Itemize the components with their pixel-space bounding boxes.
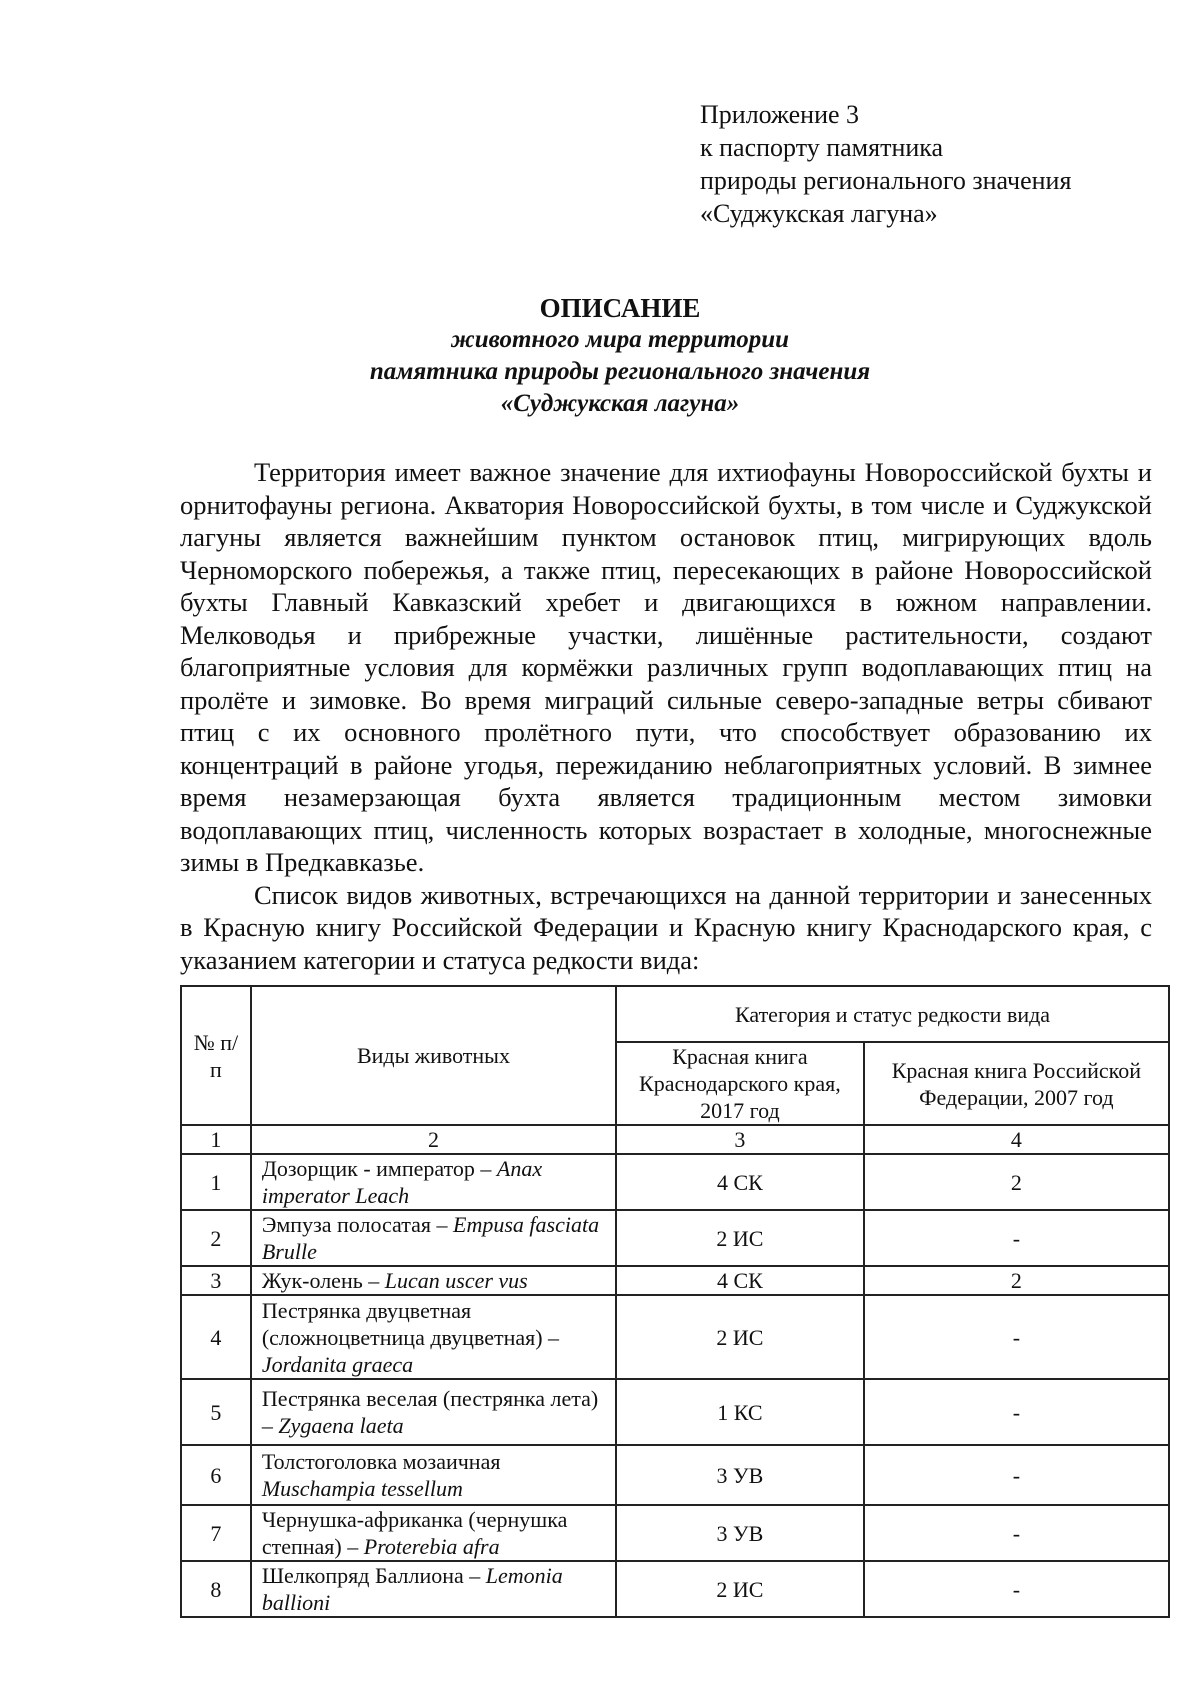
- table-row: [181, 1379, 1169, 1445]
- heading-subtitle-3: «Суджукская лагуна»: [500, 390, 740, 417]
- species-common-name: Чернушка-африканка (чернушка степная) –: [261, 1507, 568, 1559]
- species-common-name: Дозорщик - император –: [261, 1156, 497, 1181]
- row-number: 4: [181, 1295, 251, 1379]
- species-name: [251, 1266, 616, 1295]
- document-heading: [180, 292, 1060, 420]
- row-number: 1: [181, 1154, 251, 1210]
- rf-category: 2: [864, 1154, 1169, 1210]
- species-latin-name: Empusa fasciata Brulle: [261, 1212, 600, 1264]
- table-row: [181, 1505, 1169, 1561]
- row-number: 3: [181, 1266, 251, 1295]
- table-row: [181, 1295, 1169, 1379]
- species-latin-name: Zygaena laeta: [278, 1413, 404, 1438]
- page-title: ОПИСАНИЕ: [539, 293, 701, 323]
- krasnodar-category: 3 УВ: [616, 1505, 864, 1561]
- krasnodar-category: 3 УВ: [616, 1445, 864, 1505]
- species-name: [251, 1295, 616, 1379]
- appendix-line: к паспорту памятника: [700, 133, 944, 162]
- header-category: Категория и статус редкости вида: [616, 986, 1169, 1042]
- species-latin-name: Proterebia afra: [363, 1534, 500, 1559]
- rf-category: -: [864, 1505, 1169, 1561]
- rf-category: -: [864, 1445, 1169, 1505]
- species-name: [251, 1210, 616, 1266]
- species-latin-name: Jordanita graeca: [261, 1351, 414, 1377]
- krasnodar-category: 2 ИС: [616, 1295, 864, 1379]
- table-row: [181, 1445, 1169, 1505]
- krasnodar-category: 4 СК: [616, 1154, 864, 1210]
- table-row: [181, 1561, 1169, 1617]
- table-row: [181, 1210, 1169, 1266]
- table-row: [181, 1266, 1169, 1295]
- row-number: 2: [181, 1210, 251, 1266]
- species-latin-name: Muschampia tessellum: [261, 1476, 463, 1501]
- krasnodar-category: 2 ИС: [616, 1561, 864, 1617]
- header-red-book-krasnodar: Красная книга Краснодарского края, 2017 год: [616, 1042, 864, 1125]
- species-common-name: Шелкопряд Баллиона –: [261, 1563, 486, 1588]
- column-number: 3: [616, 1125, 864, 1154]
- species-latin-name: Anax imperator Leach: [261, 1156, 543, 1208]
- krasnodar-category: 2 ИС: [616, 1210, 864, 1266]
- row-number: 8: [181, 1561, 251, 1617]
- row-number: 6: [181, 1445, 251, 1505]
- table-row: [181, 1154, 1169, 1210]
- species-name: [251, 1445, 616, 1505]
- body-text: [180, 456, 1152, 976]
- species-table: [180, 985, 1170, 1618]
- species-name: [251, 1505, 616, 1561]
- species-common-name: Пестрянка двуцветная (сложноцветница двуцветная) –: [261, 1297, 560, 1350]
- intro-paragraph: Территория имеет важное значение для ихтиофауны Новороссийской бухты и орнитофауны региона. Акватория Новороссийской бухты, в том числе и Суджукской лагуны является важнейшим пунктом остановок птиц, мигрирующих вдоль Черноморского побережья, а также птиц, пересекающих в районе Новороссийской бухты Главный Кавказский хребет и двигающихся в южном направлении. Мелководья и прибрежные участки, лишённые растительности, создают благоприятные условия для кормёжки различных групп водоплавающих птиц на пролёте и зимовке. Во время миграций сильные северо-западные ветры сбивают птиц с их основного пролётного пути, что способствует образованию их концентраций в районе угодья, пережиданию неблагоприятных условий. В зимнее время незамерзающая бухта является традиционным местом зимовки водоплавающих птиц, численность которых возрастает в холодные, многоснежные зимы в Предкавказье.: [180, 457, 1152, 877]
- rf-category: 2: [864, 1266, 1169, 1295]
- krasnodar-category: 1 КС: [616, 1379, 864, 1445]
- species-common-name: Эмпуза полосатая –: [261, 1212, 454, 1237]
- header-red-book-rf: Красная книга Российской Федерации, 2007 год: [864, 1042, 1169, 1125]
- heading-subtitle-2: памятника природы регионального значения: [369, 358, 871, 385]
- species-name: [251, 1561, 616, 1617]
- rf-category: -: [864, 1295, 1169, 1379]
- appendix-line: Приложение 3: [700, 100, 860, 129]
- rf-category: -: [864, 1210, 1169, 1266]
- appendix-line: природы регионального значения: [700, 166, 1072, 195]
- rf-category: -: [864, 1561, 1169, 1617]
- header-num: № п/п: [181, 986, 251, 1125]
- species-latin-name: Lemonia ballioni: [261, 1563, 563, 1615]
- column-number: 4: [864, 1125, 1169, 1154]
- species-name: [251, 1379, 616, 1445]
- appendix-line: «Суджукская лагуна»: [700, 199, 938, 228]
- species-common-name: Жук-олень –: [261, 1268, 385, 1293]
- column-number: 1: [181, 1125, 251, 1154]
- appendix-block: [700, 98, 1071, 230]
- heading-subtitle-1: животного мира территории: [450, 326, 790, 353]
- rf-category: -: [864, 1379, 1169, 1445]
- species-name: [251, 1154, 616, 1210]
- column-number: 2: [251, 1125, 616, 1154]
- species-common-name: Толстоголовка мозаичная: [261, 1449, 501, 1474]
- species-latin-name: Lucan uscer vus: [384, 1268, 528, 1293]
- species-common-name: Пестрянка веселая (пестрянка лета) –: [261, 1386, 599, 1438]
- row-number: 5: [181, 1379, 251, 1445]
- list-intro-paragraph: Список видов животных, встречающихся на данной территории и занесенных в Красную книгу Российской Федерации и Красную книгу Краснодарского края, с указанием категории и статуса редкости вида:: [180, 879, 1152, 975]
- row-number: 7: [181, 1505, 251, 1561]
- krasnodar-category: 4 СК: [616, 1266, 864, 1295]
- header-species: Виды животных: [251, 986, 616, 1125]
